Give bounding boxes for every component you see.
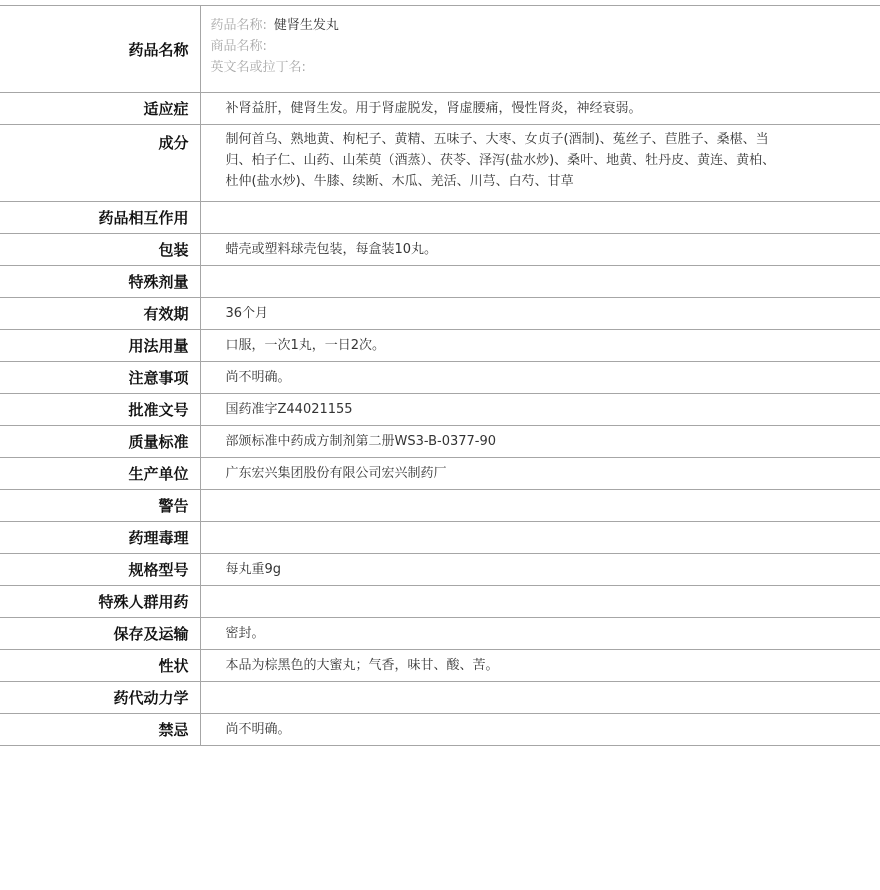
- row-usage: [0, 330, 880, 362]
- label-ingredients: 成分: [0, 125, 200, 202]
- row-interaction: [0, 202, 880, 234]
- label-packaging: 包装: [0, 234, 200, 266]
- label-drug-name: 药品名称: [0, 6, 200, 93]
- label-special-dosage: 特殊剂量: [0, 266, 200, 298]
- value-pharmacology: [200, 522, 880, 554]
- label-approval: 批准文号: [0, 394, 200, 426]
- value-special-dosage: [200, 266, 880, 298]
- row-approval: [0, 394, 880, 426]
- latin-name-line: [211, 57, 880, 78]
- generic-name-line: [211, 15, 880, 36]
- row-drug-name: [0, 6, 880, 93]
- row-storage: [0, 618, 880, 650]
- generic-name-value: 健肾生发丸: [273, 18, 339, 33]
- generic-name-key: 药品名称:: [210, 18, 267, 33]
- row-specification: [0, 554, 880, 586]
- row-warning: [0, 490, 880, 522]
- row-ingredients: [0, 125, 880, 202]
- label-storage: 保存及运输: [0, 618, 200, 650]
- value-warning: [200, 490, 880, 522]
- latin-name-key: 英文名或拉丁名:: [210, 60, 306, 75]
- value-pharmacokinetics: [200, 682, 880, 714]
- row-special-population: [0, 586, 880, 618]
- label-usage: 用法用量: [0, 330, 200, 362]
- label-manufacturer: 生产单位: [0, 458, 200, 490]
- row-pharmacology: [0, 522, 880, 554]
- trade-name-key: 商品名称:: [210, 39, 267, 54]
- value-special-population: [200, 586, 880, 618]
- label-indication: 适应症: [0, 93, 200, 125]
- label-pharmacology: 药理毒理: [0, 522, 200, 554]
- label-contraindications: 禁忌: [0, 714, 200, 746]
- row-precautions: [0, 362, 880, 394]
- label-standard: 质量标准: [0, 426, 200, 458]
- label-precautions: 注意事项: [0, 362, 200, 394]
- label-description: 性状: [0, 650, 200, 682]
- row-contraindications: [0, 714, 880, 746]
- value-drug-names: [200, 6, 880, 93]
- value-indication: 补肾益肝，健肾生发。用于肾虚脱发，肾虚腰痛，慢性肾炎，神经衰弱。: [200, 93, 880, 125]
- row-packaging: [0, 234, 880, 266]
- value-packaging: 蜡壳或塑料球壳包装，每盒装10丸。: [200, 234, 880, 266]
- label-warning: 警告: [0, 490, 200, 522]
- value-usage: 口服，一次1丸，一日2次。: [200, 330, 880, 362]
- row-manufacturer: [0, 458, 880, 490]
- row-standard: [0, 426, 880, 458]
- label-pharmacokinetics: 药代动力学: [0, 682, 200, 714]
- row-special-dosage: [0, 266, 880, 298]
- value-specification: 每丸重9g: [200, 554, 880, 586]
- row-description: [0, 650, 880, 682]
- value-description: 本品为棕黑色的大蜜丸；气香，味甘、酸、苦。: [200, 650, 880, 682]
- value-interaction: [200, 202, 880, 234]
- value-storage: 密封。: [200, 618, 880, 650]
- value-precautions: 尚不明确。: [200, 362, 880, 394]
- label-validity: 有效期: [0, 298, 200, 330]
- value-ingredients: 制何首乌、熟地黄、枸杞子、黄精、五味子、大枣、女贞子(酒制)、菟丝子、苣胜子、桑椹、当归、柏子仁、山药、山茱萸（酒蒸）、茯苓、泽泻(盐水炒)、桑叶、地黄、牡丹皮、黄连、黄柏、杜仲(盐水炒)、牛膝、续断、木瓜、羌活、川芎、白芍、甘草: [200, 125, 880, 202]
- value-validity: 36个月: [200, 298, 880, 330]
- label-interaction: 药品相互作用: [0, 202, 200, 234]
- value-approval: 国药准字Z44021155: [200, 394, 880, 426]
- row-validity: [0, 298, 880, 330]
- row-pharmacokinetics: [0, 682, 880, 714]
- label-specification: 规格型号: [0, 554, 200, 586]
- value-standard: 部颁标准中药成方制剂第二册WS3-B-0377-90: [200, 426, 880, 458]
- value-contraindications: 尚不明确。: [200, 714, 880, 746]
- drug-info-table: [0, 5, 880, 746]
- label-special-population: 特殊人群用药: [0, 586, 200, 618]
- value-manufacturer: 广东宏兴集团股份有限公司宏兴制药厂: [200, 458, 880, 490]
- row-indication: [0, 93, 880, 125]
- trade-name-line: [211, 36, 880, 57]
